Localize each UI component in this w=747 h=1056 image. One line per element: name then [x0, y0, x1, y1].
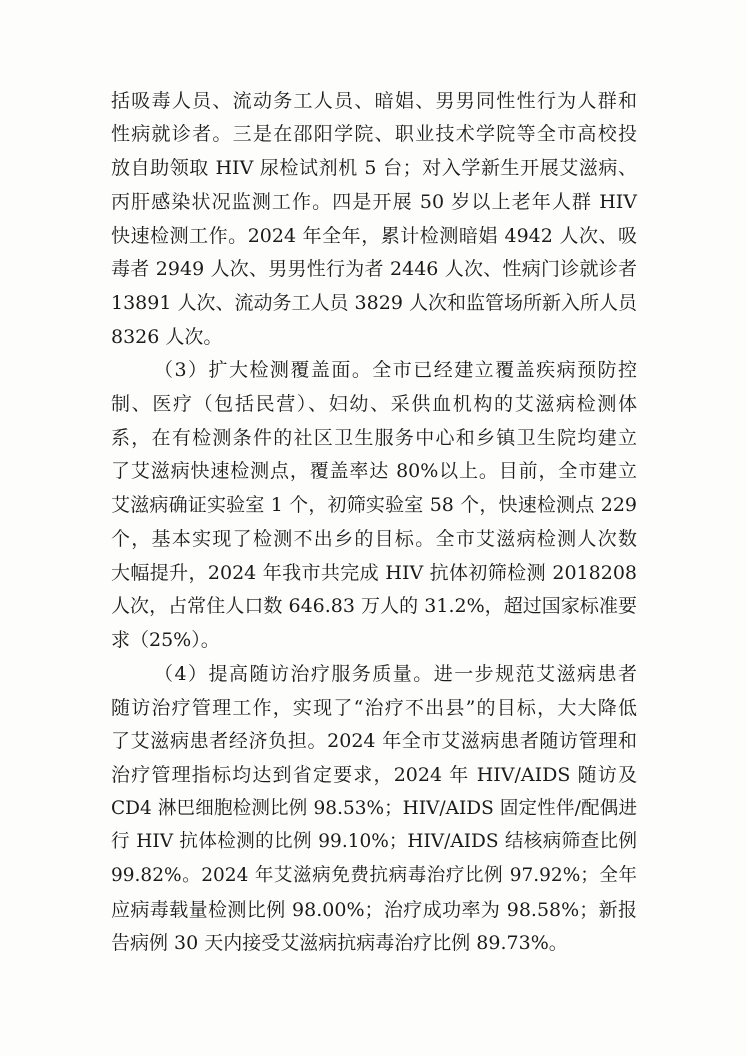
text-line: （3）扩大检测覆盖面。全市已经建立覆盖疾病预防控 [154, 359, 637, 381]
text-line: 括吸毒人员、流动务工人员、暗娼、男男同性性行为人群和 [111, 90, 637, 112]
text-line: 毒者 2949 人次、男男性行为者 2446 人次、性病门诊就诊者 [111, 258, 637, 280]
text-line: 8326 人次。 [111, 326, 223, 348]
text-line: 告病例 30 天内接受艾滋病抗病毒治疗比例 89.73%。 [111, 932, 568, 954]
text-line: 性病就诊者。三是在邵阳学院、职业技术学院等全市高校投 [111, 123, 637, 145]
text-line: 随访治疗管理工作，实现了“治疗不出县”的目标，大大降低 [111, 697, 637, 719]
text-line: 行 HIV 抗体检测的比例 99.10%；HIV/AIDS 结核病筛查比例 [111, 831, 637, 852]
text-line: 艾滋病确证实验室 1 个，初筛实验室 58 个，快速检测点 229 [111, 494, 637, 516]
text-line: 个，基本实现了检测不出乡的目标。全市艾滋病检测人次数 [111, 528, 637, 550]
text-line: 制、医疗（包括民营）、妇幼、采供血机构的艾滋病检测体 [111, 393, 637, 415]
text-line: 应病毒载量检测比例 98.00%；治疗成功率为 98.58%；新报 [111, 899, 637, 921]
text-line: CD4 淋巴细胞检测比例 98.53%；HIV/AIDS 固定性伴/配偶进 [111, 798, 637, 819]
text-line: 系，在有检测条件的社区卫生服务中心和乡镇卫生院均建立 [111, 427, 637, 449]
text-line: 了艾滋病患者经济负担。2024 年全市艾滋病患者随访管理和 [111, 730, 637, 752]
text-line: 求（25%）。 [111, 629, 220, 651]
text-line: 丙肝感染状况监测工作。四是开展 50 岁以上老年人群 HIV [111, 191, 637, 213]
text-line: 治疗管理指标均达到省定要求，2024 年 HIV/AIDS 随访及 [111, 764, 637, 786]
text-line: 13891 人次、流动务工人员 3829 人次和监管场所新入所人员 [111, 292, 637, 314]
text-line: 人次，占常住人口数 646.83 万人的 31.2%，超过国家标准要 [111, 595, 637, 617]
text-line: 99.82%。2024 年艾滋病免费抗病毒治疗比例 97.92%；全年 [111, 865, 637, 886]
text-line: 快速检测工作。2024 年全年，累计检测暗娼 4942 人次、吸 [111, 225, 637, 247]
text-line: 了艾滋病快速检测点，覆盖率达 80%以上。目前，全市建立 [111, 460, 637, 482]
text-line: 放自助领取 HIV 尿检试剂机 5 台；对入学新生开展艾滋病、 [111, 157, 637, 179]
text-line: 大幅提升，2024 年我市共完成 HIV 抗体初筛检测 2018208 [111, 562, 637, 584]
text-line: （4）提高随访治疗服务质量。进一步规范艾滋病患者 [154, 663, 637, 685]
